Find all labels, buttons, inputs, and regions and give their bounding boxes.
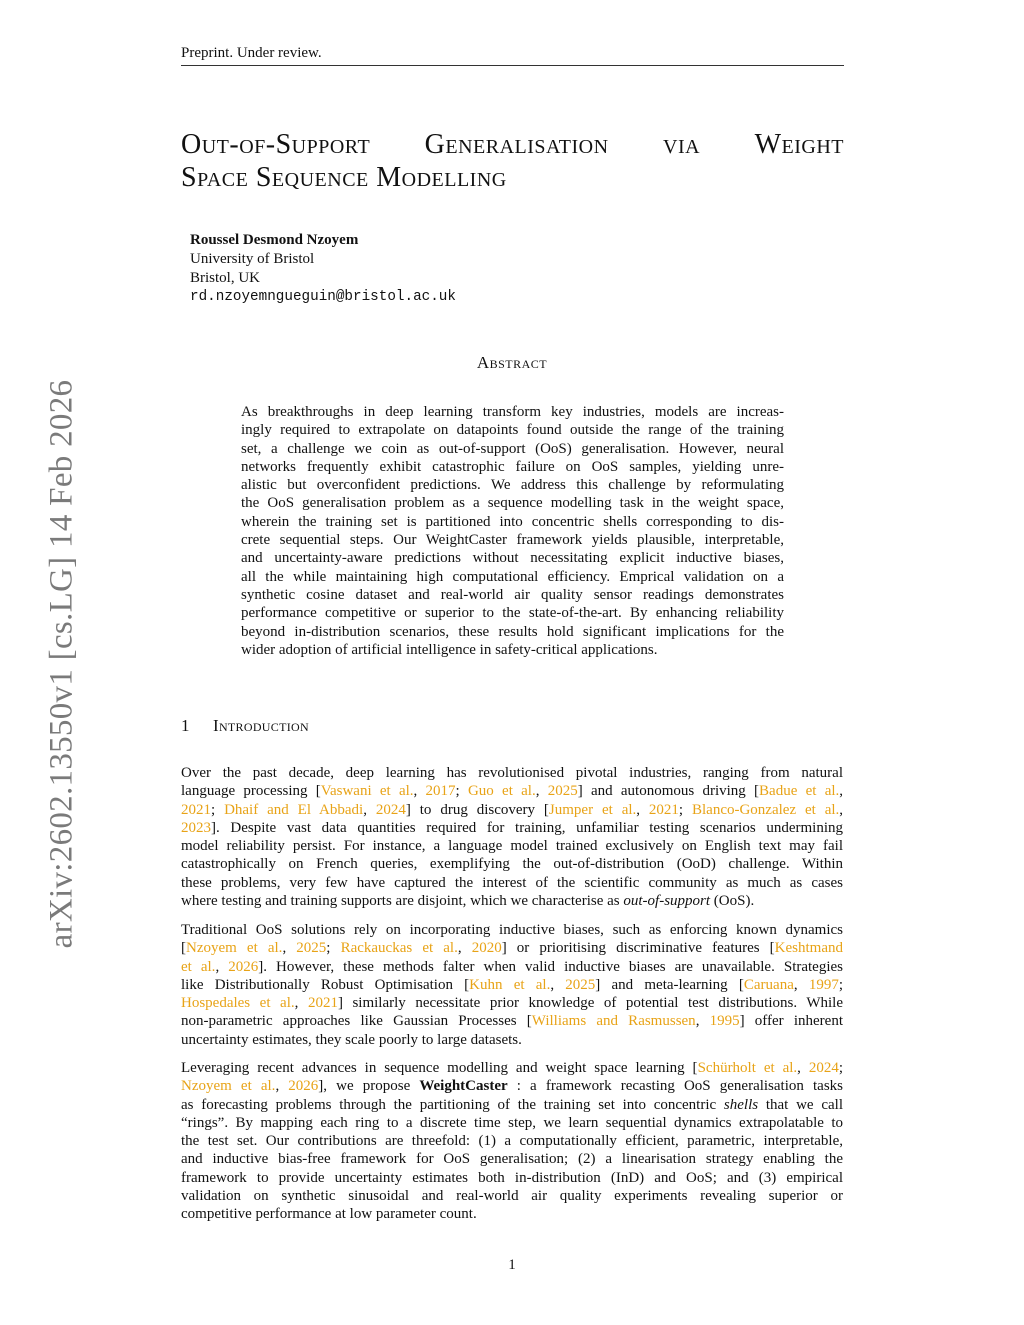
citation-link[interactable]: 2023 (181, 819, 211, 836)
citation-link[interactable]: Blanco-Gonzalez et al. (691, 801, 840, 818)
abstract-line: ingly required to extrapolate on datapoints found outside the range of the training (241, 422, 784, 439)
paragraph-line: catastrophically on French queries, exemplifying the out-of-distribution (OoD) challenge. Within (181, 856, 843, 873)
citation-link[interactable]: Jumper et al. (548, 801, 637, 818)
citation-link[interactable]: 2025 (565, 976, 596, 993)
paragraph-line: Nzoyem et al., 2026], we propose WeightCaster : a framework recasting OoS generalisation tasks (181, 1078, 843, 1095)
citation-link[interactable]: 2026 (228, 958, 259, 975)
abstract-line: performance competitive or superior to the state-of-the-art. By enhancing reliability (241, 605, 784, 622)
paragraph-line: model reliability persist. For instance, a language model trained exclusively on English text may fail (181, 838, 843, 855)
section-heading (181, 716, 309, 736)
citation-link[interactable]: 2024 (375, 801, 406, 818)
citation-link[interactable]: 2026 (288, 1078, 319, 1095)
paragraph-line: [Nzoyem et al., 2025; Rackauckas et al., 2020] or prioritising discriminative features [Keshtmand (181, 940, 843, 957)
arxiv-identifier-stamp: arXiv:2602.13550v1 [cs.LG] 14 Feb 2026 (43, 379, 80, 949)
citation-link[interactable]: Guo et al. (467, 783, 536, 800)
title-word: Out-of-Support (181, 129, 371, 160)
paragraph-line: 2021; Dhaif and El Abbadi, 2024] to drug discovery [Jumper et al., 2021; Blanco-Gonzalez et al., (181, 801, 844, 818)
title-line-1 (181, 128, 844, 161)
citation-link[interactable]: 2020 (471, 940, 502, 957)
citation-link[interactable]: 1995 (709, 1013, 740, 1030)
paper-title (181, 128, 844, 194)
citation-link[interactable]: Caruana (743, 976, 794, 993)
abstract-line: set, a challenge we coin as out-of-support (OoS) generalisation. However, neural (241, 440, 784, 457)
citation-link[interactable]: Vaswani et al. (320, 783, 414, 800)
paragraph-line: competitive performance at low parameter count. (181, 1206, 477, 1223)
citation-link[interactable]: Nzoyem et al. (181, 1078, 276, 1095)
citation-link[interactable]: Williams and Rasmussen (531, 1013, 696, 1030)
citation-link[interactable]: 2017 (425, 783, 456, 800)
paragraph-line: as forecasting problems through the partitioning of the training set into concentric shells that we call (181, 1096, 843, 1113)
intro-paragraph-2 (181, 921, 843, 1049)
paragraph-line: non-parametric approaches like Gaussian Processes [Williams and Rasmussen, 1995] offer inherent (181, 1013, 843, 1030)
paragraph-line: Hospedales et al., 2021] similarly necessitate prior knowledge of potential test distributions. While (181, 995, 843, 1012)
abstract-line: synthetic cosine dataset and real-world air quality sensor readings demonstrates (241, 586, 784, 603)
title-word: Generalisation (424, 129, 609, 160)
author-name: Roussel Desmond Nzoyem (190, 232, 359, 248)
abstract-heading: Abstract (476, 353, 548, 372)
author-block (190, 231, 456, 307)
abstract-line: alistic but overconfident predictions. We address this challenge by reformulating (241, 477, 784, 494)
citation-link[interactable]: 2021 (307, 995, 338, 1012)
abstract-line: and uncertainty-aware predictions without necessitating explicit inductive biases, (241, 550, 784, 567)
citation-link[interactable]: Hospedales et al. (181, 995, 295, 1012)
paragraph-line: language processing [Vaswani et al., 2017; Guo et al., 2025] and autonomous driving [Badue et al., (181, 783, 844, 800)
author-affiliation: University of Bristol (190, 251, 315, 267)
paragraph-line: the test set. Our contributions are threefold: (1) a computationally efficient, parametric, interpretable, (181, 1133, 843, 1150)
citation-link[interactable]: 2024 (808, 1060, 839, 1076)
author-location: Bristol, UK (190, 270, 261, 286)
paragraph-line: uncertainty estimates, they scale poorly to large datasets. (181, 1031, 522, 1048)
citation-link[interactable]: 2021 (648, 801, 679, 818)
abstract-line: networks frequently exhibit catastrophic failure on OoS samples, yielding unre- (241, 458, 784, 475)
citation-link[interactable]: 1997 (808, 976, 839, 993)
emphasis-text: out-of-support (623, 893, 711, 910)
citation-link[interactable]: 2021 (181, 801, 211, 818)
running-header: Preprint. Under review. (181, 44, 844, 66)
citation-link[interactable]: Nzoyem et al. (186, 940, 283, 957)
citation-link[interactable]: Schürholt et al. (697, 1060, 798, 1076)
emphasis-text: shells (723, 1096, 759, 1113)
page-number: 1 (508, 1257, 516, 1273)
citation-link[interactable]: Keshtmand (774, 940, 843, 957)
title-word: Weight (754, 129, 844, 160)
abstract-line: crete sequential steps. Our WeightCaster framework yields plausible, interpretable, (241, 532, 784, 549)
abstract-line: the OoS generalisation problem as a sequence modelling task in the weight space, (241, 495, 784, 512)
paragraph-line: and inductive bias-free framework for OoS generalisation; (2) a linearisation strategy enabling the (181, 1151, 843, 1168)
section-title: Introduction (213, 716, 309, 735)
bold-term: WeightCaster (419, 1078, 508, 1095)
intro-paragraph-3 (181, 1059, 843, 1224)
abstract-body (241, 403, 784, 659)
abstract-line: beyond in-distribution scenarios, these results hold significant implications for the (241, 623, 784, 640)
section-number: 1 (181, 716, 190, 735)
paragraph-line: Over the past decade, deep learning has revolutionised pivotal industries, ranging from natural (181, 765, 843, 781)
abstract-line: wherein the training set is partitioned into concentric shells corresponding to dis- (241, 513, 784, 530)
paragraph-line: “rings”. By mapping each ring to a discrete time step, we learn sequential dynamics extrapolatable to (181, 1114, 843, 1131)
title-word: via (663, 129, 701, 160)
paragraph-line: validation on synthetic sinusoidal and real-world air quality experiments revealing superior or (181, 1188, 843, 1205)
abstract-line: all the while maintaining high computational efficiency. Emprical validation on a (241, 568, 784, 585)
paragraph-line: like Distributionally Robust Optimisation [Kuhn et al., 2025] and meta-learning [Caruana, 1997; (181, 976, 843, 993)
citation-link[interactable]: Kuhn et al. (469, 976, 551, 993)
author-email[interactable]: rd.nzoyemngueguin@bristol.ac.uk (190, 289, 456, 305)
citation-link[interactable]: Badue et al. (759, 783, 840, 800)
paragraph-line: Leveraging recent advances in sequence modelling and weight space learning [Schürholt et al., 2024; (181, 1060, 844, 1076)
intro-paragraph-1 (181, 764, 843, 910)
citation-link[interactable]: et al. (181, 958, 216, 975)
abstract-line: wider adoption of artificial intelligence in safety-critical applications. (241, 641, 658, 658)
citation-link[interactable]: Rackauckas et al. (340, 940, 458, 957)
paragraph-line: where testing and training supports are disjoint, which we characterise as out-of-support (OoS). (181, 893, 755, 910)
paragraph-line: Traditional OoS solutions rely on incorporating inductive biases, such as enforcing known dynamics (181, 922, 843, 938)
citation-link[interactable]: 2025 (296, 940, 327, 957)
paragraph-line: these problems, very few have captured the interest of the scientific community as much as cases (181, 874, 843, 891)
paragraph-line: framework to provide uncertainty estimates both in-distribution (InD) and OoS; and (3) empirical (181, 1169, 843, 1186)
citation-link[interactable]: Dhaif and El Abbadi (224, 801, 364, 818)
paragraph-line: et al., 2026]. However, these methods falter when valid inductive biases are unavailable. Strategies (181, 958, 843, 975)
paragraph-line: 2023]. Despite vast data quantities required for training, unfamiliar testing scenarios undermining (181, 819, 843, 836)
citation-link[interactable]: 2025 (547, 783, 578, 800)
abstract-line: As breakthroughs in deep learning transform key industries, models are increas- (241, 404, 784, 420)
title-line-2: Space Sequence Modelling (181, 162, 507, 193)
